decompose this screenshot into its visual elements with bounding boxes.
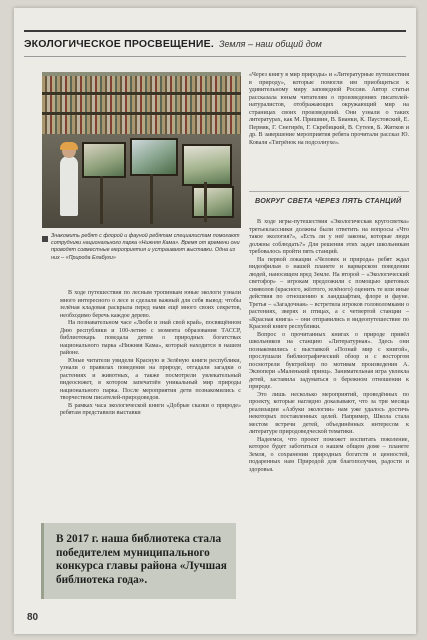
right-paragraph: Вопрос о прочитанных книгах о природе привёл школьников на станцию «Литературная». Здесь они познакомились с выставкой «Познай мир с книгой», прослушали библиографический обзор и с восторгом посмотрели буктрейлер по мотивам произведения А. Экзюпери «Маленький принц». Занимательная игра увлекла детей, заставила задуматься о бережном отношении к природе. [249,331,409,390]
section-header [24,30,406,57]
section-subheading: ВОКРУГ СВЕТА ЧЕРЕЗ ПЯТЬ СТАНЦИЙ [255,196,402,205]
magazine-page [14,8,416,634]
page-number: 80 [27,612,39,623]
library-photo [42,72,241,228]
painting-3 [182,144,232,186]
right-column-top [249,72,409,147]
child-figure [60,156,78,216]
right-paragraph: Надеемся, что проект поможет воспитать поколение, которое будет заботиться о нашем общем доме – планете Земля, о сохранении природных богатств и ценностей, подаренных нам Природой для благополучия, радости и здоровья. [249,436,409,473]
section-rubric: ЭКОЛОГИЧЕСКОЕ ПРОСВЕЩЕНИЕ. [24,38,214,50]
left-paragraph: В ходе путешествия по лесным тропинкам юные экологи узнали много интересного о лесе и сделали важный для себя вывод: чтобы зелёная кладовая раскрыла перед нами ещё много своих секретов, необходимо беречь каждое дерево. [60,290,241,319]
painting-1 [82,142,126,178]
left-paragraph: Юные читатели увидели Красную и Зелёную книги республики, узнали о правилах поведения на природе, отгадали загадки о растениях и животных, а также посмотрели увлекательный видеосюжет, в котором запечатлён уникальный мир природы национального парка. После мероприятия дети познакомились с творчеством писателей-природоведов. [60,357,241,401]
right-paragraph: На первой локации «Человек и природа» ребят ждал видеофильм о нашей планете и варварском поведении людей, наносящем вред Земле. На второй – «Экологический светофор» – игрокам предложили с помощью цветовых символов (красного, жёлтого, зелёного) оценить те или иные действия по отношению к ландшафтам, флоре и фауне. Третья – «Загадочная» – встретила игроков головоломками о растениях, зверях и птицах, а с четвертой станции – «Красная книга» – они отправились в видеопутешествие по Красной книге республики. [249,256,409,330]
photo-caption: Знакомить ребят с флорой и фауной ребятам специалистам помогают сотрудники национального парка «Нижняя Кама». Время от времени они проводят совместные мероприятия и устраивают выставки. Одна из них – «Природа Елабуги» [51,233,240,261]
section-subrubric: Земля – наш общий дом [218,39,322,49]
right-paragraph: В ходе игры-путешествия «Экологическая кругосветка» третьеклассники должны были ответить на вопросы «Что такое экология?», «Есть ли у неё законы, которые люди должны соблюдать?» Для решения этих задач школьникам требовалось пройти пять станций. [249,219,409,255]
right-column-bottom [249,219,409,474]
caption-marker-icon [42,236,48,242]
left-paragraph: На познавательном часе «Люби и знай свой край», посвящённом Дню республики и 100-летию с момента образования ТАССР, библиотекарь поведала детям о природных богатствах национального парка «Нижняя Кама», который находится в нашем районе. [60,320,241,356]
award-callout [41,523,236,599]
painting-4 [192,186,234,218]
left-column [60,290,241,418]
painting-2 [130,138,178,176]
callout-text: В 2017 г. наша библиотека стала победителем муниципального конкурса главы района «Лучшая библиотека года». [56,533,227,586]
left-paragraph: В рамках часа экологической книги «Добрые сказки о природе» ребятам представили выставки [60,402,241,416]
right-top-paragraph: «Через книгу в мир природы» и «Литературные путешествия в природу», которые помогли им приобщиться к удивительному миру заповедной России. Автор статьи рассказала юным читателям о произведениях писателей-натуралистов, отображающих окружающий мир на страницах своих произведений. Они узнали о таких литературах, как М. Пришвин, В. Бианки, К. Паустовский, Е. Пермяк, Г. Снегирёв, Г. Скребицкий, В. Сутеев, Б. Житков и др. В завершение мероприятия ребята прочитали рассказ Ю. Коваля «Тигрёнок на подсолнухе». [249,72,409,146]
subhead-divider [249,191,409,192]
right-paragraph: Это лишь несколько мероприятий, проведённых по проекту, которые наглядно доказывают, что за три месяца реализации «Азбуки экологии» нам уже удалось достичь некоторых поставленных целей. Например, Школа стала местом встречи детей, объединённых интересом к литературе природоведческой тематики. [249,391,409,435]
